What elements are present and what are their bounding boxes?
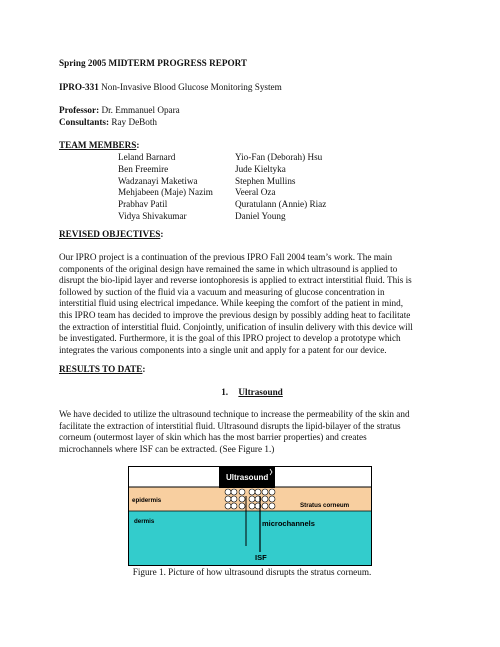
team-heading [59, 140, 445, 152]
objectives-heading-colon: : [160, 229, 164, 239]
cell-bubble [239, 496, 245, 502]
skin-diagram-svg [128, 466, 372, 566]
project-name: Non-Invasive Blood Glucose Monitoring System [101, 82, 282, 92]
paragraph-line: this IPRO team has decided to improve the previous design by possibly adding heat to facilitate [59, 309, 411, 320]
objectives-heading [59, 229, 445, 241]
team-member: Prabhav Patil [118, 199, 168, 210]
results-heading [59, 364, 445, 376]
team-heading-colon: : [136, 140, 140, 150]
team-member: Jude Kieltyka [235, 163, 286, 174]
team-member: Vidya Shivakumar [118, 210, 187, 221]
report-title: Spring 2005 MIDTERM PROGRESS REPORT [59, 58, 248, 68]
objectives-paragraph [59, 252, 445, 356]
team-heading-text: TEAM MEMBERS [59, 140, 137, 150]
paragraph-line: be investigated. Furthermore, it is the goal of this IPRO project to develop a prototype which [59, 333, 401, 344]
paragraph-line: corneum (outermost layer of skin which has the most barrier properties) and creates [59, 432, 367, 443]
consultants-name: Ray DeBoth [111, 117, 158, 127]
consultants-label: Consultants: [59, 117, 110, 127]
ultrasound-label: Ultrasound [226, 473, 269, 482]
cell-bubble [231, 489, 237, 495]
team-right-column [235, 152, 326, 223]
results-heading-text: RESULTS TO DATE [59, 364, 143, 374]
professor-label: Professor: [59, 105, 100, 115]
isf-label: ISF [255, 553, 267, 562]
paragraph-line: microchannels where ISF can be extracted. (See Figure 1.) [59, 443, 275, 454]
cell-bubble [269, 503, 275, 509]
dermis-label: dermis [134, 518, 155, 525]
team-member: Ben Freemire [118, 163, 169, 174]
results-paragraph [59, 409, 445, 455]
cell-bubble [249, 489, 255, 495]
section-number: 1. [221, 387, 229, 397]
team-member: Mehjabeen (Maje) Nazim [118, 187, 213, 198]
cell-bubble [225, 503, 231, 509]
project-code: IPRO-331 [59, 82, 99, 92]
team-member: Leland Barnard [118, 152, 176, 162]
project-line [59, 82, 445, 94]
stratum-label: Stratus corneum [300, 502, 350, 509]
team-member: Quratulann (Annie) Riaz [235, 199, 327, 210]
section-title-text: Ultrasound [238, 387, 283, 397]
microchannels-label: microchannels [262, 519, 315, 528]
team-left-column [118, 152, 213, 223]
cell-bubble [262, 503, 268, 509]
cell-bubble [269, 489, 275, 495]
figure-skin-diagram [128, 466, 372, 566]
team-member: Stephen Mullins [235, 175, 296, 186]
paragraph-line: the extraction of interstitial fluid. Conjointly, unification of insulin delivery with this device will [59, 321, 413, 332]
cell-bubble [239, 489, 245, 495]
dermis-layer [129, 511, 371, 565]
objectives-heading-text: REVISED OBJECTIVES [59, 229, 161, 239]
cell-bubble [249, 503, 255, 509]
cell-bubble [269, 496, 275, 502]
professor-line [59, 105, 445, 117]
cell-bubble [262, 496, 268, 502]
epidermis-label: epidermis [132, 497, 162, 504]
cell-bubble [231, 496, 237, 502]
cell-bubble [225, 496, 231, 502]
figure-caption: Figure 1. Picture of how ultrasound disrupts the stratus corneum. [132, 567, 372, 577]
paragraph-line: interstitial fluid using electrical impedance. While keeping the comfort of the patient in mind, [59, 298, 404, 309]
team-member: Daniel Young [235, 210, 286, 221]
cell-bubble [239, 503, 245, 509]
paragraph-line: followed by suction of the fluid via a vacuum and measuring of glucose concentration in [59, 286, 385, 297]
cell-bubble [231, 503, 237, 509]
paragraph-line: Our IPRO project is a continuation of the previous IPRO Fall 2004 team’s work. The main [59, 252, 393, 262]
cell-bubble [249, 496, 255, 502]
section-title [59, 387, 445, 399]
paragraph-line: components of the original design have remained the same in which ultrasound is applied to [59, 263, 398, 274]
paragraph-line: disrupt the bio-lipid layer and reverse iontophoresis is applied to extract interstitial fluid. This is [59, 275, 412, 286]
cell-bubble [255, 489, 261, 495]
paragraph-line: integrates the various components into a single unit and apply for a patent for our device. [59, 344, 387, 355]
professor-name: Dr. Emmanuel Opara [101, 105, 180, 115]
consultants-line [59, 117, 445, 129]
team-member: Veeral Oza [235, 187, 276, 198]
team-member: Yio-Fan (Deborah) Hsu [235, 152, 323, 162]
team-member: Wadzanayi Maketiwa [118, 175, 198, 186]
disrupted-cells [225, 489, 275, 509]
results-heading-colon: : [142, 364, 146, 374]
paragraph-line: facilitate the extraction of interstitial fluid. Ultrasound disrupts the lipid-bilayer of the stratus [59, 420, 401, 431]
paragraph-line: We have decided to utilize the ultrasound technique to increase the permeability of the skin and [59, 409, 410, 419]
cell-bubble [225, 489, 231, 495]
cell-bubble [262, 489, 268, 495]
